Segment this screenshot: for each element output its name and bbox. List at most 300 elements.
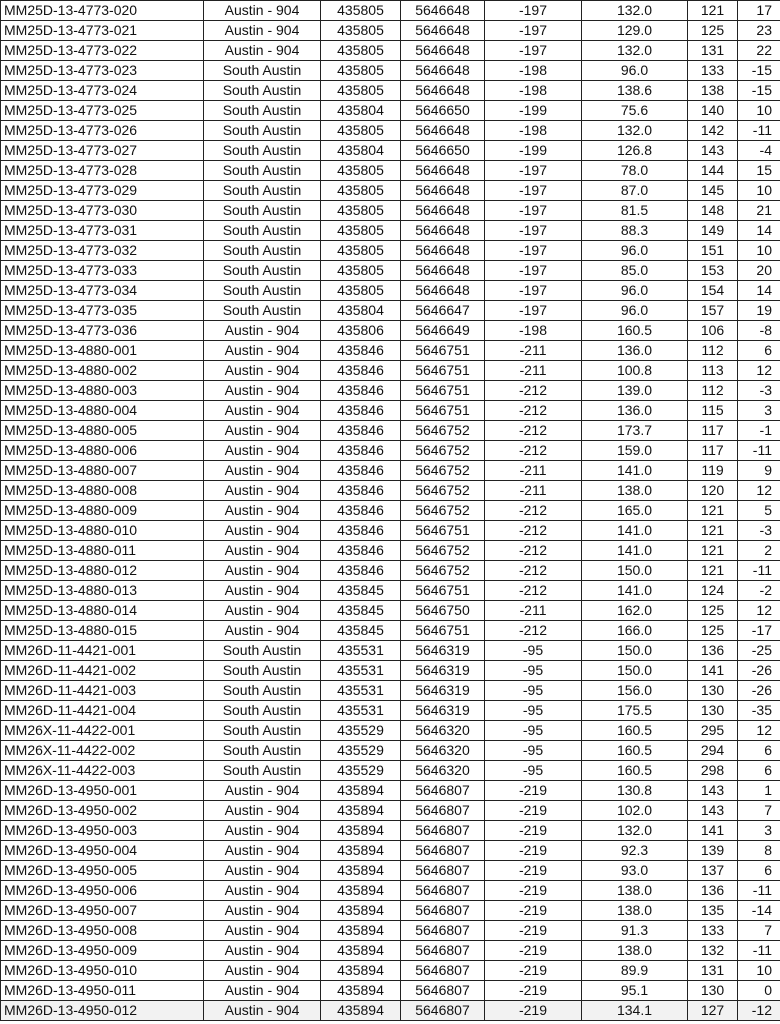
length-cell: 134.1	[582, 1001, 688, 1021]
azimuth-cell: 121	[688, 561, 738, 581]
length-cell: 126.8	[582, 141, 688, 161]
elevation-cell: -198	[485, 61, 582, 81]
location-cell: Austin - 904	[204, 501, 321, 521]
northing-cell: 5646648	[401, 121, 485, 141]
table-row	[1, 81, 780, 101]
northing-cell: 5646807	[401, 841, 485, 861]
azimuth-cell: 120	[688, 481, 738, 501]
azimuth-cell: 298	[688, 761, 738, 781]
table-row	[1, 381, 780, 401]
length-cell: 150.0	[582, 561, 688, 581]
azimuth-cell: 132	[688, 941, 738, 961]
dip-cell: 3	[738, 821, 780, 841]
table-row	[1, 21, 780, 41]
northing-cell: 5646807	[401, 961, 485, 981]
table-row	[1, 921, 780, 941]
length-cell: 160.5	[582, 741, 688, 761]
northing-cell: 5646648	[401, 241, 485, 261]
hole-id-cell: MM25D-13-4773-028	[1, 161, 204, 181]
easting-cell: 435894	[321, 981, 401, 1001]
table-row	[1, 141, 780, 161]
length-cell: 78.0	[582, 161, 688, 181]
elevation-cell: -95	[485, 701, 582, 721]
azimuth-cell: 130	[688, 701, 738, 721]
azimuth-cell: 138	[688, 81, 738, 101]
dip-cell: -14	[738, 901, 780, 921]
hole-id-cell: MM26D-11-4421-003	[1, 681, 204, 701]
hole-id-cell: MM25D-13-4773-031	[1, 221, 204, 241]
table-row	[1, 741, 780, 761]
location-cell: South Austin	[204, 701, 321, 721]
hole-id-cell: MM26D-13-4950-011	[1, 981, 204, 1001]
elevation-cell: -219	[485, 881, 582, 901]
hole-id-cell: MM26D-13-4950-003	[1, 821, 204, 841]
elevation-cell: -197	[485, 181, 582, 201]
azimuth-cell: 115	[688, 401, 738, 421]
dip-cell: 9	[738, 461, 780, 481]
azimuth-cell: 153	[688, 261, 738, 281]
location-cell: South Austin	[204, 681, 321, 701]
location-cell: Austin - 904	[204, 1, 321, 21]
northing-cell: 5646807	[401, 921, 485, 941]
elevation-cell: -197	[485, 161, 582, 181]
elevation-cell: -198	[485, 81, 582, 101]
easting-cell: 435894	[321, 881, 401, 901]
dip-cell: -4	[738, 141, 780, 161]
easting-cell: 435805	[321, 201, 401, 221]
northing-cell: 5646751	[401, 361, 485, 381]
dip-cell: 2	[738, 541, 780, 561]
length-cell: 132.0	[582, 41, 688, 61]
easting-cell: 435531	[321, 641, 401, 661]
azimuth-cell: 143	[688, 781, 738, 801]
azimuth-cell: 131	[688, 41, 738, 61]
northing-cell: 5646319	[401, 661, 485, 681]
northing-cell: 5646319	[401, 701, 485, 721]
location-cell: South Austin	[204, 181, 321, 201]
length-cell: 95.1	[582, 981, 688, 1001]
elevation-cell: -198	[485, 121, 582, 141]
location-cell: Austin - 904	[204, 461, 321, 481]
hole-id-cell: MM25D-13-4880-002	[1, 361, 204, 381]
length-cell: 165.0	[582, 501, 688, 521]
northing-cell: 5646807	[401, 941, 485, 961]
dip-cell: -26	[738, 661, 780, 681]
hole-id-cell: MM26D-11-4421-004	[1, 701, 204, 721]
elevation-cell: -219	[485, 1001, 582, 1021]
length-cell: 175.5	[582, 701, 688, 721]
hole-id-cell: MM25D-13-4773-027	[1, 141, 204, 161]
location-cell: South Austin	[204, 761, 321, 781]
dip-cell: 0	[738, 981, 780, 1001]
azimuth-cell: 154	[688, 281, 738, 301]
dip-cell: -35	[738, 701, 780, 721]
easting-cell: 435894	[321, 901, 401, 921]
length-cell: 96.0	[582, 241, 688, 261]
elevation-cell: -197	[485, 301, 582, 321]
location-cell: Austin - 904	[204, 321, 321, 341]
length-cell: 89.9	[582, 961, 688, 981]
northing-cell: 5646751	[401, 621, 485, 641]
northing-cell: 5646752	[401, 481, 485, 501]
location-cell: South Austin	[204, 741, 321, 761]
azimuth-cell: 140	[688, 101, 738, 121]
elevation-cell: -95	[485, 661, 582, 681]
elevation-cell: -197	[485, 221, 582, 241]
azimuth-cell: 117	[688, 441, 738, 461]
hole-id-cell: MM25D-13-4773-032	[1, 241, 204, 261]
hole-id-cell: MM26D-13-4950-007	[1, 901, 204, 921]
table-row	[1, 321, 780, 341]
northing-cell: 5646750	[401, 601, 485, 621]
elevation-cell: -197	[485, 1, 582, 21]
location-cell: Austin - 904	[204, 441, 321, 461]
location-cell: Austin - 904	[204, 21, 321, 41]
location-cell: Austin - 904	[204, 1001, 321, 1021]
easting-cell: 435894	[321, 861, 401, 881]
easting-cell: 435806	[321, 321, 401, 341]
length-cell: 87.0	[582, 181, 688, 201]
table-row	[1, 801, 780, 821]
length-cell: 150.0	[582, 661, 688, 681]
table-row	[1, 361, 780, 381]
dip-cell: 5	[738, 501, 780, 521]
length-cell: 93.0	[582, 861, 688, 881]
northing-cell: 5646648	[401, 281, 485, 301]
elevation-cell: -198	[485, 321, 582, 341]
location-cell: Austin - 904	[204, 341, 321, 361]
table-row	[1, 561, 780, 581]
location-cell: Austin - 904	[204, 621, 321, 641]
azimuth-cell: 157	[688, 301, 738, 321]
length-cell: 96.0	[582, 281, 688, 301]
easting-cell: 435804	[321, 141, 401, 161]
hole-id-cell: MM25D-13-4880-013	[1, 581, 204, 601]
easting-cell: 435894	[321, 961, 401, 981]
dip-cell: -15	[738, 61, 780, 81]
azimuth-cell: 144	[688, 161, 738, 181]
table-row	[1, 461, 780, 481]
location-cell: South Austin	[204, 721, 321, 741]
length-cell: 85.0	[582, 261, 688, 281]
easting-cell: 435529	[321, 741, 401, 761]
location-cell: South Austin	[204, 201, 321, 221]
dip-cell: 19	[738, 301, 780, 321]
elevation-cell: -219	[485, 901, 582, 921]
table-row	[1, 721, 780, 741]
northing-cell: 5646807	[401, 861, 485, 881]
length-cell: 132.0	[582, 1, 688, 21]
easting-cell: 435894	[321, 841, 401, 861]
length-cell: 129.0	[582, 21, 688, 41]
length-cell: 156.0	[582, 681, 688, 701]
dip-cell: -8	[738, 321, 780, 341]
northing-cell: 5646320	[401, 721, 485, 741]
northing-cell: 5646807	[401, 801, 485, 821]
easting-cell: 435894	[321, 1001, 401, 1021]
easting-cell: 435846	[321, 441, 401, 461]
dip-cell: -11	[738, 561, 780, 581]
northing-cell: 5646807	[401, 821, 485, 841]
table-row	[1, 901, 780, 921]
northing-cell: 5646751	[401, 341, 485, 361]
length-cell: 96.0	[582, 301, 688, 321]
dip-cell: 1	[738, 781, 780, 801]
length-cell: 138.0	[582, 901, 688, 921]
table-row	[1, 1001, 780, 1021]
easting-cell: 435894	[321, 941, 401, 961]
hole-id-cell: MM25D-13-4880-012	[1, 561, 204, 581]
azimuth-cell: 130	[688, 981, 738, 1001]
hole-id-cell: MM25D-13-4880-001	[1, 341, 204, 361]
length-cell: 91.3	[582, 921, 688, 941]
table-row	[1, 1, 780, 21]
azimuth-cell: 139	[688, 841, 738, 861]
length-cell: 166.0	[582, 621, 688, 641]
azimuth-cell: 145	[688, 181, 738, 201]
elevation-cell: -197	[485, 201, 582, 221]
elevation-cell: -211	[485, 361, 582, 381]
table-row	[1, 941, 780, 961]
azimuth-cell: 295	[688, 721, 738, 741]
location-cell: South Austin	[204, 221, 321, 241]
location-cell: Austin - 904	[204, 821, 321, 841]
location-cell: Austin - 904	[204, 521, 321, 541]
hole-id-cell: MM25D-13-4880-014	[1, 601, 204, 621]
elevation-cell: -211	[485, 461, 582, 481]
length-cell: 81.5	[582, 201, 688, 221]
table-row	[1, 301, 780, 321]
table-row	[1, 841, 780, 861]
easting-cell: 435845	[321, 601, 401, 621]
easting-cell: 435846	[321, 421, 401, 441]
location-cell: Austin - 904	[204, 561, 321, 581]
elevation-cell: -219	[485, 821, 582, 841]
dip-cell: -12	[738, 1001, 780, 1021]
table-row	[1, 761, 780, 781]
length-cell: 141.0	[582, 541, 688, 561]
length-cell: 88.3	[582, 221, 688, 241]
elevation-cell: -212	[485, 421, 582, 441]
elevation-cell: -197	[485, 21, 582, 41]
azimuth-cell: 119	[688, 461, 738, 481]
hole-id-cell: MM25D-13-4773-022	[1, 41, 204, 61]
dip-cell: -11	[738, 881, 780, 901]
azimuth-cell: 135	[688, 901, 738, 921]
northing-cell: 5646648	[401, 41, 485, 61]
easting-cell: 435805	[321, 41, 401, 61]
dip-cell: 20	[738, 261, 780, 281]
table-row	[1, 441, 780, 461]
easting-cell: 435805	[321, 221, 401, 241]
elevation-cell: -212	[485, 621, 582, 641]
easting-cell: 435805	[321, 121, 401, 141]
elevation-cell: -219	[485, 861, 582, 881]
elevation-cell: -95	[485, 641, 582, 661]
azimuth-cell: 121	[688, 521, 738, 541]
easting-cell: 435845	[321, 621, 401, 641]
location-cell: Austin - 904	[204, 941, 321, 961]
elevation-cell: -219	[485, 801, 582, 821]
elevation-cell: -219	[485, 921, 582, 941]
northing-cell: 5646752	[401, 421, 485, 441]
elevation-cell: -219	[485, 941, 582, 961]
easting-cell: 435531	[321, 661, 401, 681]
dip-cell: 17	[738, 1, 780, 21]
elevation-cell: -212	[485, 581, 582, 601]
easting-cell: 435846	[321, 481, 401, 501]
easting-cell: 435846	[321, 381, 401, 401]
table-row	[1, 781, 780, 801]
location-cell: Austin - 904	[204, 981, 321, 1001]
easting-cell: 435804	[321, 101, 401, 121]
dip-cell: 14	[738, 281, 780, 301]
table-row	[1, 641, 780, 661]
easting-cell: 435529	[321, 761, 401, 781]
azimuth-cell: 112	[688, 341, 738, 361]
hole-id-cell: MM25D-13-4880-003	[1, 381, 204, 401]
table-row	[1, 481, 780, 501]
azimuth-cell: 137	[688, 861, 738, 881]
northing-cell: 5646752	[401, 461, 485, 481]
azimuth-cell: 294	[688, 741, 738, 761]
dip-cell: 15	[738, 161, 780, 181]
dip-cell: 10	[738, 181, 780, 201]
location-cell: South Austin	[204, 161, 321, 181]
northing-cell: 5646751	[401, 381, 485, 401]
northing-cell: 5646648	[401, 21, 485, 41]
length-cell: 160.5	[582, 321, 688, 341]
length-cell: 138.0	[582, 881, 688, 901]
northing-cell: 5646752	[401, 561, 485, 581]
table-row	[1, 581, 780, 601]
elevation-cell: -197	[485, 261, 582, 281]
dip-cell: -1	[738, 421, 780, 441]
elevation-cell: -197	[485, 281, 582, 301]
azimuth-cell: 125	[688, 601, 738, 621]
location-cell: Austin - 904	[204, 481, 321, 501]
table-row	[1, 221, 780, 241]
elevation-cell: -211	[485, 341, 582, 361]
table-row	[1, 181, 780, 201]
elevation-cell: -199	[485, 141, 582, 161]
table-row	[1, 861, 780, 881]
table-row	[1, 341, 780, 361]
location-cell: South Austin	[204, 261, 321, 281]
hole-id-cell: MM26D-11-4421-002	[1, 661, 204, 681]
table-row	[1, 401, 780, 421]
azimuth-cell: 136	[688, 641, 738, 661]
dip-cell: 23	[738, 21, 780, 41]
location-cell: Austin - 904	[204, 401, 321, 421]
northing-cell: 5646320	[401, 741, 485, 761]
table-row	[1, 821, 780, 841]
elevation-cell: -199	[485, 101, 582, 121]
dip-cell: 12	[738, 361, 780, 381]
northing-cell: 5646807	[401, 781, 485, 801]
easting-cell: 435846	[321, 541, 401, 561]
hole-id-cell: MM26X-11-4422-003	[1, 761, 204, 781]
length-cell: 138.0	[582, 941, 688, 961]
hole-id-cell: MM25D-13-4880-007	[1, 461, 204, 481]
dip-cell: 12	[738, 601, 780, 621]
location-cell: Austin - 904	[204, 421, 321, 441]
easting-cell: 435805	[321, 181, 401, 201]
dip-cell: 6	[738, 761, 780, 781]
hole-id-cell: MM25D-13-4773-034	[1, 281, 204, 301]
hole-id-cell: MM25D-13-4773-025	[1, 101, 204, 121]
dip-cell: -11	[738, 441, 780, 461]
hole-id-cell: MM25D-13-4773-036	[1, 321, 204, 341]
northing-cell: 5646752	[401, 501, 485, 521]
elevation-cell: -197	[485, 41, 582, 61]
elevation-cell: -212	[485, 401, 582, 421]
location-cell: South Austin	[204, 81, 321, 101]
hole-id-cell: MM25D-13-4773-035	[1, 301, 204, 321]
hole-id-cell: MM25D-13-4773-029	[1, 181, 204, 201]
dip-cell: 14	[738, 221, 780, 241]
northing-cell: 5646648	[401, 261, 485, 281]
location-cell: South Austin	[204, 641, 321, 661]
hole-id-cell: MM25D-13-4880-005	[1, 421, 204, 441]
location-cell: Austin - 904	[204, 381, 321, 401]
easting-cell: 435804	[321, 301, 401, 321]
hole-id-cell: MM25D-13-4773-026	[1, 121, 204, 141]
hole-id-cell: MM25D-13-4773-023	[1, 61, 204, 81]
length-cell: 138.0	[582, 481, 688, 501]
azimuth-cell: 149	[688, 221, 738, 241]
easting-cell: 435531	[321, 681, 401, 701]
dip-cell: 6	[738, 341, 780, 361]
elevation-cell: -95	[485, 741, 582, 761]
dip-cell: 10	[738, 101, 780, 121]
length-cell: 160.5	[582, 761, 688, 781]
location-cell: South Austin	[204, 101, 321, 121]
elevation-cell: -211	[485, 601, 582, 621]
hole-id-cell: MM26D-13-4950-001	[1, 781, 204, 801]
hole-id-cell: MM25D-13-4773-021	[1, 21, 204, 41]
hole-id-cell: MM25D-13-4773-030	[1, 201, 204, 221]
easting-cell: 435805	[321, 21, 401, 41]
easting-cell: 435805	[321, 81, 401, 101]
dip-cell: -17	[738, 621, 780, 641]
dip-cell: -26	[738, 681, 780, 701]
azimuth-cell: 124	[688, 581, 738, 601]
table-row	[1, 121, 780, 141]
dip-cell: 7	[738, 801, 780, 821]
hole-id-cell: MM26D-13-4950-006	[1, 881, 204, 901]
hole-id-cell: MM26X-11-4422-002	[1, 741, 204, 761]
length-cell: 100.8	[582, 361, 688, 381]
dip-cell: 3	[738, 401, 780, 421]
elevation-cell: -219	[485, 781, 582, 801]
hole-id-cell: MM26D-13-4950-002	[1, 801, 204, 821]
northing-cell: 5646647	[401, 301, 485, 321]
elevation-cell: -212	[485, 381, 582, 401]
easting-cell: 435846	[321, 341, 401, 361]
elevation-cell: -212	[485, 501, 582, 521]
dip-cell: 22	[738, 41, 780, 61]
azimuth-cell: 141	[688, 661, 738, 681]
dip-cell: -2	[738, 581, 780, 601]
northing-cell: 5646807	[401, 881, 485, 901]
table-row	[1, 961, 780, 981]
length-cell: 141.0	[582, 581, 688, 601]
length-cell: 139.0	[582, 381, 688, 401]
hole-id-cell: MM26D-13-4950-008	[1, 921, 204, 941]
hole-id-cell: MM26D-13-4950-012	[1, 1001, 204, 1021]
location-cell: Austin - 904	[204, 841, 321, 861]
